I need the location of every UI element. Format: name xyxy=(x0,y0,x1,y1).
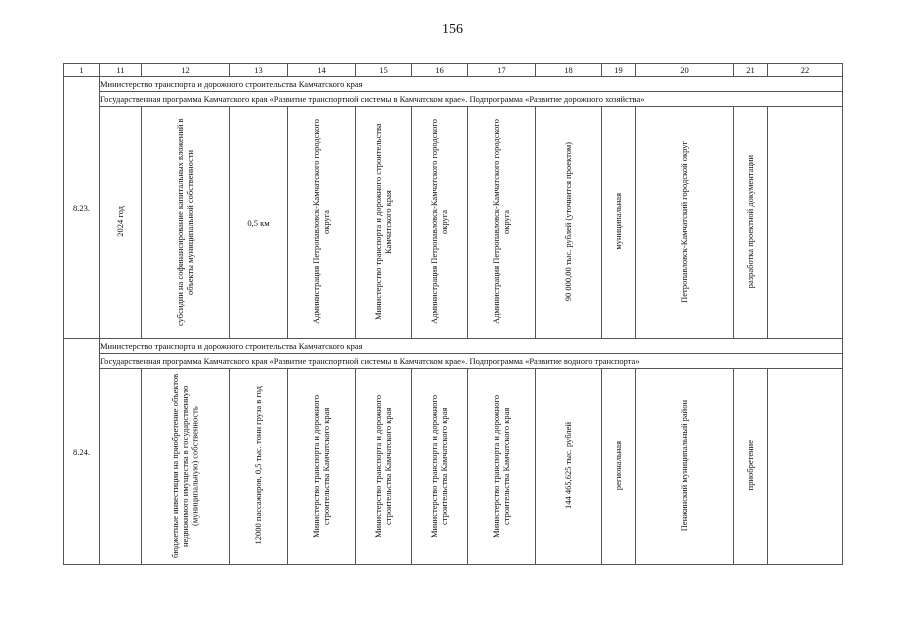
cell-ownership: региональная xyxy=(602,369,636,565)
table-row xyxy=(64,77,843,92)
ministry-line: Министерство транспорта и дорожного строительства Камчатского края xyxy=(100,339,843,354)
column-header: 22 xyxy=(768,64,843,77)
program-line: Государственная программа Камчатского края «Развитие транспортной системы в Камчатском крае». Подпрограмма «Развитие водного транспорта» xyxy=(100,354,843,369)
cell-note xyxy=(768,369,843,565)
ministry-line: Министерство транспорта и дорожного строительства Камчатского края xyxy=(100,77,843,92)
cell-developer: Администрация Петропавловск-Камчатского городского округа xyxy=(412,107,468,339)
cell-responsible: Министерство транспорта и дорожного строительства Камчатского края xyxy=(356,107,412,339)
column-header: 19 xyxy=(602,64,636,77)
cell-stage: разработка проектной документации xyxy=(734,107,768,339)
cell-stage: приобретение xyxy=(734,369,768,565)
column-header: 17 xyxy=(468,64,536,77)
column-header: 11 xyxy=(100,64,142,77)
cell-executor: Министерство транспорта и дорожного строительства Камчатского края xyxy=(468,369,536,565)
cell-deadline xyxy=(100,369,142,565)
column-header: 20 xyxy=(636,64,734,77)
column-header: 21 xyxy=(734,64,768,77)
cell-customer: Администрация Петропавловск-Камчатского городского округа xyxy=(288,107,356,339)
cell-funding-type: бюджетные инвестиции на приобретение объектов недвижимого имущества в государственную (муниципальную) собственность xyxy=(142,369,230,565)
table-row xyxy=(64,92,843,107)
cell-cost: 144 465,625 тыс. рублей xyxy=(536,369,602,565)
cell-deadline: 2024 год xyxy=(100,107,142,339)
column-header: 1 xyxy=(64,64,100,77)
column-header: 13 xyxy=(230,64,288,77)
column-header: 16 xyxy=(412,64,468,77)
header-row xyxy=(64,64,843,77)
column-header: 14 xyxy=(288,64,356,77)
cell-responsible: Министерство транспорта и дорожного строительства Камчатского края xyxy=(356,369,412,565)
table-row xyxy=(64,369,843,565)
cell-capacity: 0,5 км xyxy=(230,107,288,339)
row-number: 8.24. xyxy=(64,339,100,565)
cell-ownership: муниципальная xyxy=(602,107,636,339)
cell-developer: Министерство транспорта и дорожного строительства Камчатского края xyxy=(412,369,468,565)
cell-funding-type: субсидии на софинансирование капитальных вложений в объекты муниципальной собственности xyxy=(142,107,230,339)
table-row xyxy=(64,339,843,354)
column-header: 15 xyxy=(356,64,412,77)
table-row xyxy=(64,107,843,339)
data-table xyxy=(63,63,843,565)
cell-cost: 90 000,00 тыс. рублей (уточнится проектом) xyxy=(536,107,602,339)
column-header: 12 xyxy=(142,64,230,77)
row-number: 8.23. xyxy=(64,77,100,339)
column-header: 18 xyxy=(536,64,602,77)
page-number: 156 xyxy=(442,22,463,37)
program-line: Государственная программа Камчатского края «Развитие транспортной системы в Камчатском крае». Подпрограмма «Развитие дорожного хозяйства» xyxy=(100,92,843,107)
cell-executor: Администрация Петропавловск-Камчатского городского округа xyxy=(468,107,536,339)
cell-location: Пенжинский муниципальный район xyxy=(636,369,734,565)
cell-customer: Министерство транспорта и дорожного строительства Камчатского края xyxy=(288,369,356,565)
cell-capacity: 12000 пассажиров, 0,5 тыс. тонн груза в год xyxy=(230,369,288,565)
cell-note xyxy=(768,107,843,339)
table-row xyxy=(64,354,843,369)
cell-location: Петропавловск-Камчатский городской округ xyxy=(636,107,734,339)
